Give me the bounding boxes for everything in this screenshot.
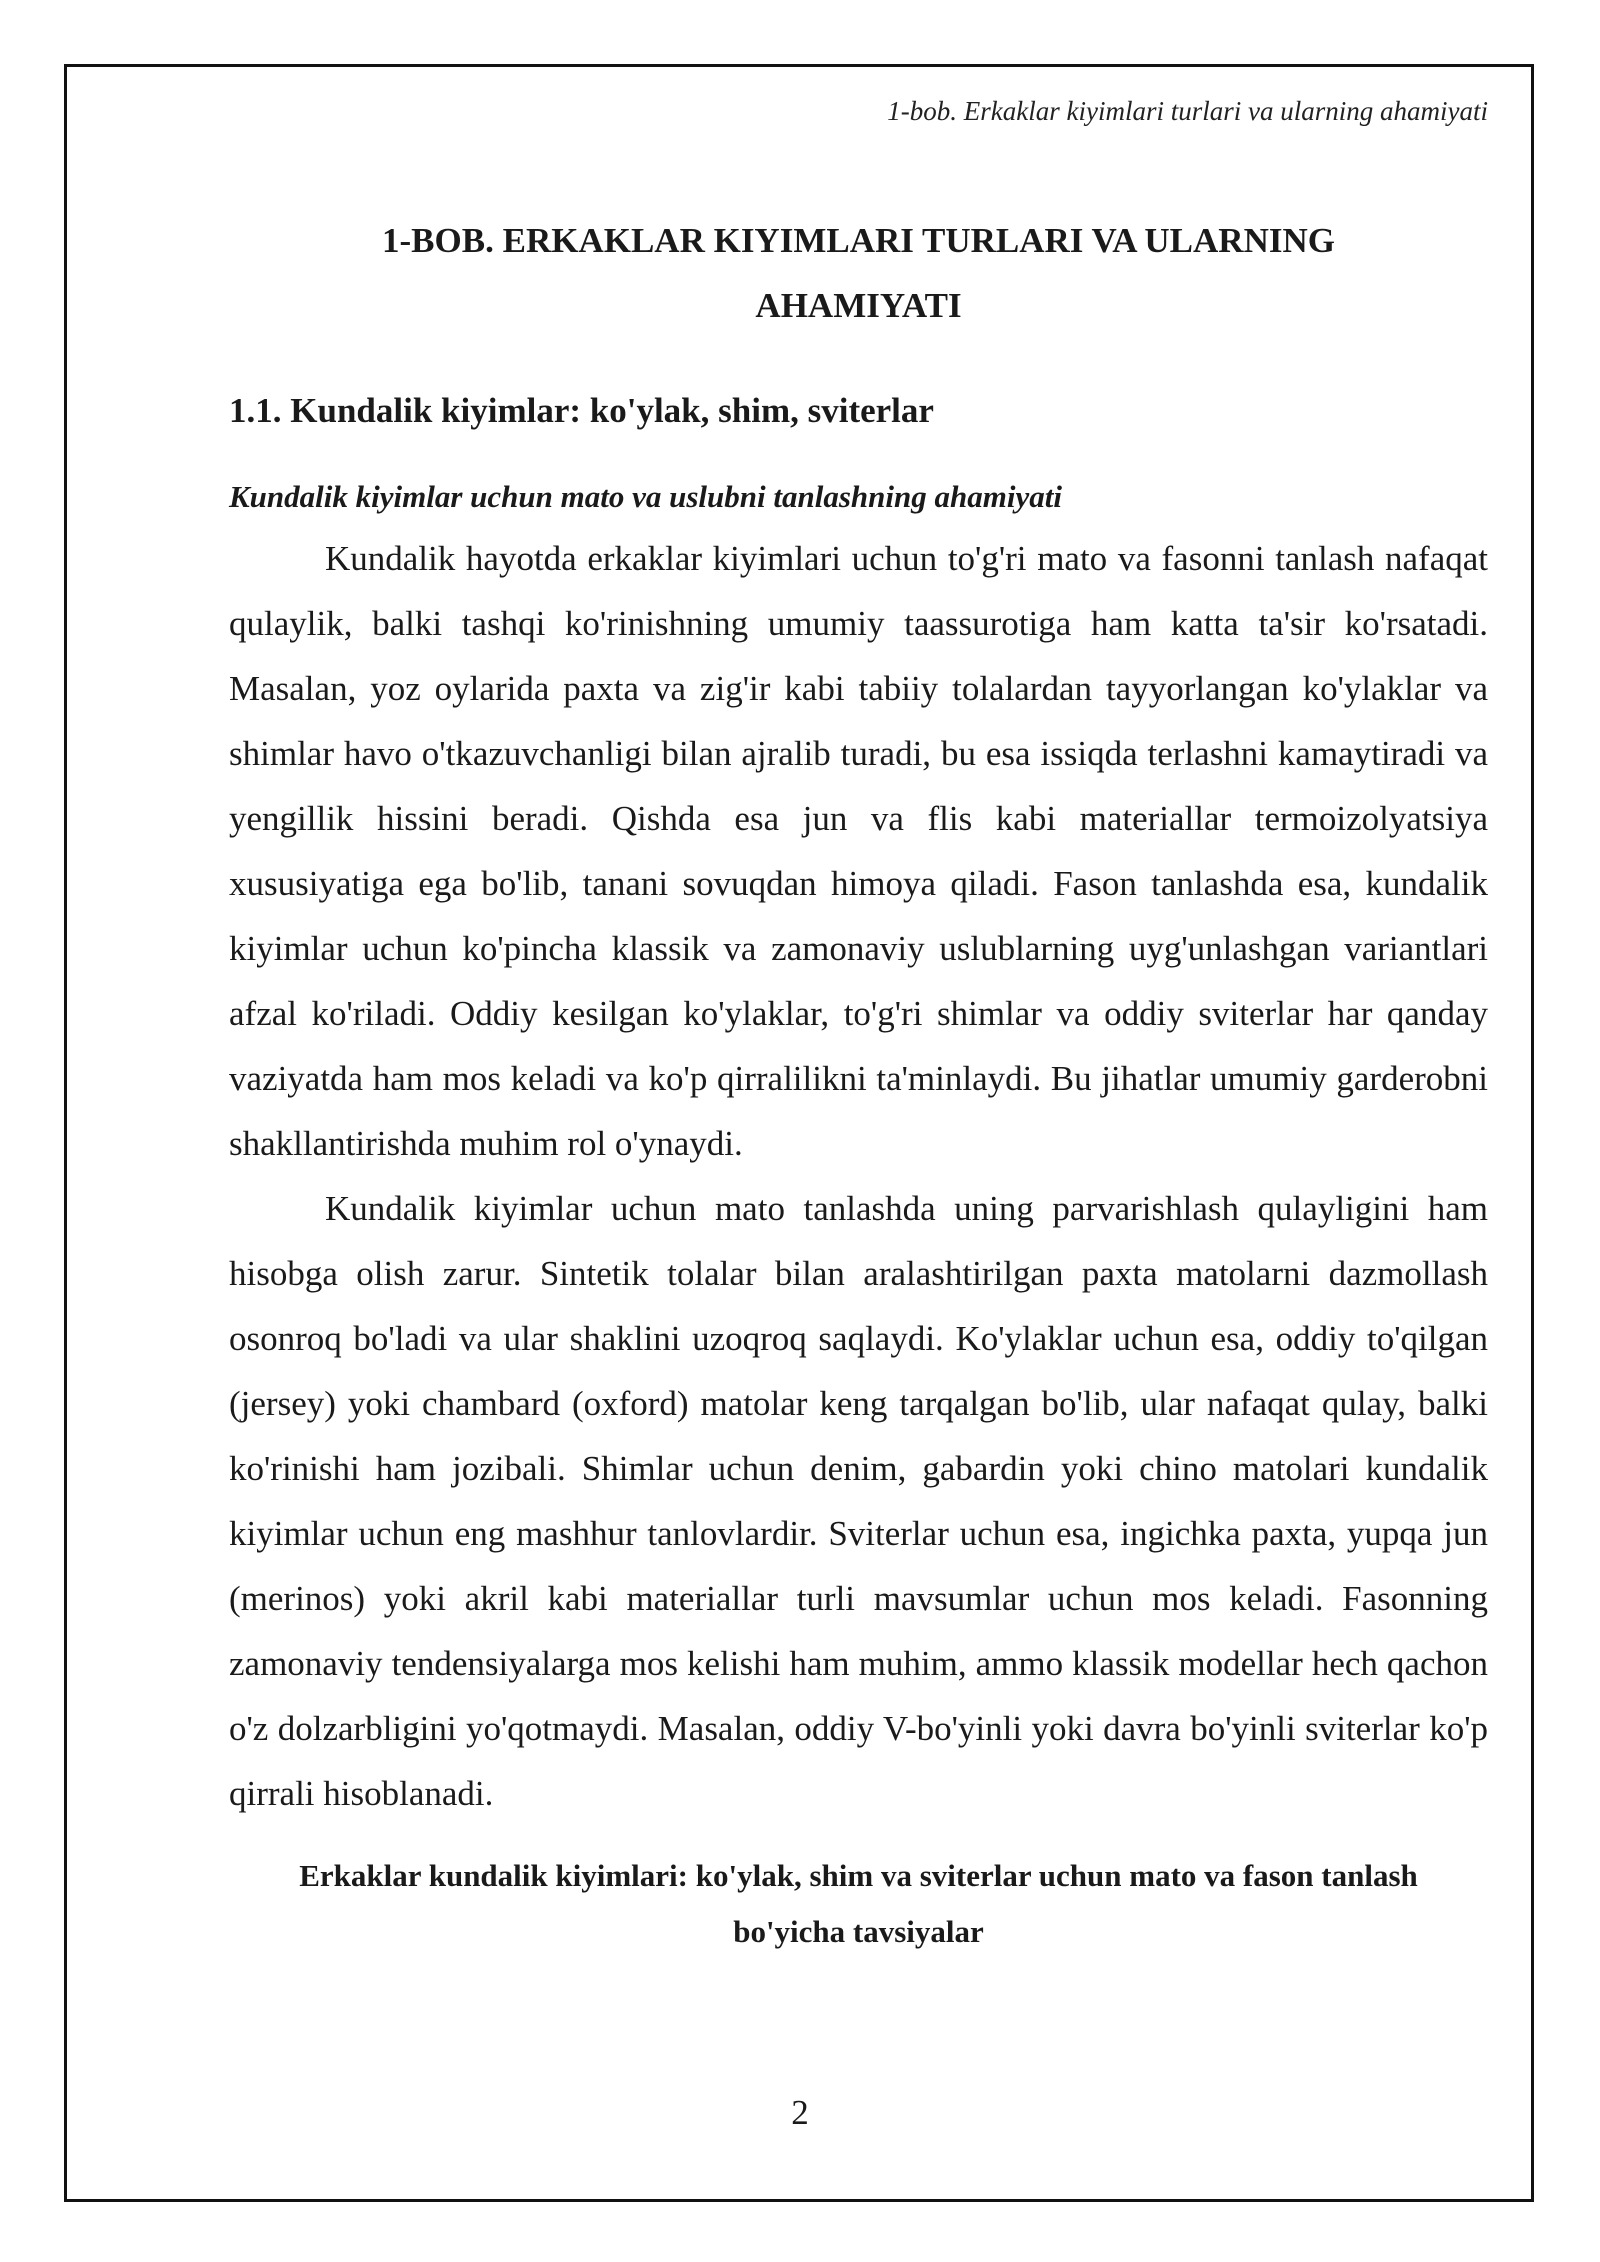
section-title: 1.1. Kundalik kiyimlar: ko'ylak, shim, sviterlar bbox=[229, 391, 934, 430]
running-header: 1-bob. Erkaklar kiyimlari turlari va ularning ahamiyati bbox=[887, 96, 1488, 126]
chapter-title: 1-BOB. ERKAKLAR KIYIMLARI TURLARI VA ULARNING AHAMIYATI bbox=[382, 221, 1335, 325]
body-paragraph-1: Kundalik hayotda erkaklar kiyimlari uchun to'g'ri mato va fasonni tanlash nafaqat qulaylik, balki tashqi ko'rinishning umumiy taassurotiga ham katta ta'sir ko'rsatadi. Masalan, yoz oylarida paxta va zig'ir kabi tabiiy tolalardan tayyorlangan ko'ylaklar va shimlar havo o'tkazuvchanligi bilan ajralib turadi, bu esa issiqda terlashni kamaytiradi va yengillik hissini beradi. Qishda esa jun va flis kabi materiallar termoizolyatsiya xususiyatiga ega bo'lib, tanani sovuqdan himoya qiladi. Fason tanlashda esa, kundalik kiyimlar uchun ko'pincha klassik va zamonaviy uslublarning uyg'unlashgan variantlari afzal ko'riladi. Oddiy kesilgan ko'ylaklar, to'g'ri shimlar va oddiy sviterlar har qanday vaziyatda ham mos keladi va ko'p qirralilikni ta'minlaydi. Bu jihatlar umumiy garderobni shakllantirishda muhim rol o'ynaydi. bbox=[229, 539, 1488, 1163]
page-content bbox=[229, 208, 1488, 1960]
body-paragraph-2: Kundalik kiyimlar uchun mato tanlashda uning parvarishlash qulayligini ham hisobga olish zarur. Sintetik tolalar bilan aralashtirilgan paxta matolarni dazmollash osonroq bo'ladi va ular shaklini uzoqroq saqlaydi. Ko'ylaklar uchun esa, oddiy to'qilgan (jersey) yoki chambard (oxford) matolar keng tarqalgan bo'lib, ular nafaqat qulay, balki ko'rinishi ham jozibali. Shimlar uchun denim, gabardin yoki chino matolari kundalik kiyimlar uchun eng mashhur tanlovlardir. Sviterlar uchun esa, ingichka paxta, yupqa jun (merinos) yoki akril kabi materiallar turli mavsumlar uchun mos keladi. Fasonning zamonaviy tendensiyalarga mos kelishi ham muhim, ammo klassik modellar hech qachon o'z dolzarbligini yo'qotmaydi. Masalan, oddiy V-bo'yinli yoki davra bo'yinli sviterlar ko'p qirrali hisoblanadi. bbox=[229, 1189, 1488, 1813]
figure-caption: Erkaklar kundalik kiyimlari: ko'ylak, shim va sviterlar uchun mato va fason tanlash bo'yicha tavsiyalar bbox=[299, 1858, 1418, 1949]
page-number: 2 bbox=[791, 2093, 809, 2132]
subsection-title: Kundalik kiyimlar uchun mato va uslubni tanlashning ahamiyati bbox=[229, 479, 1062, 514]
